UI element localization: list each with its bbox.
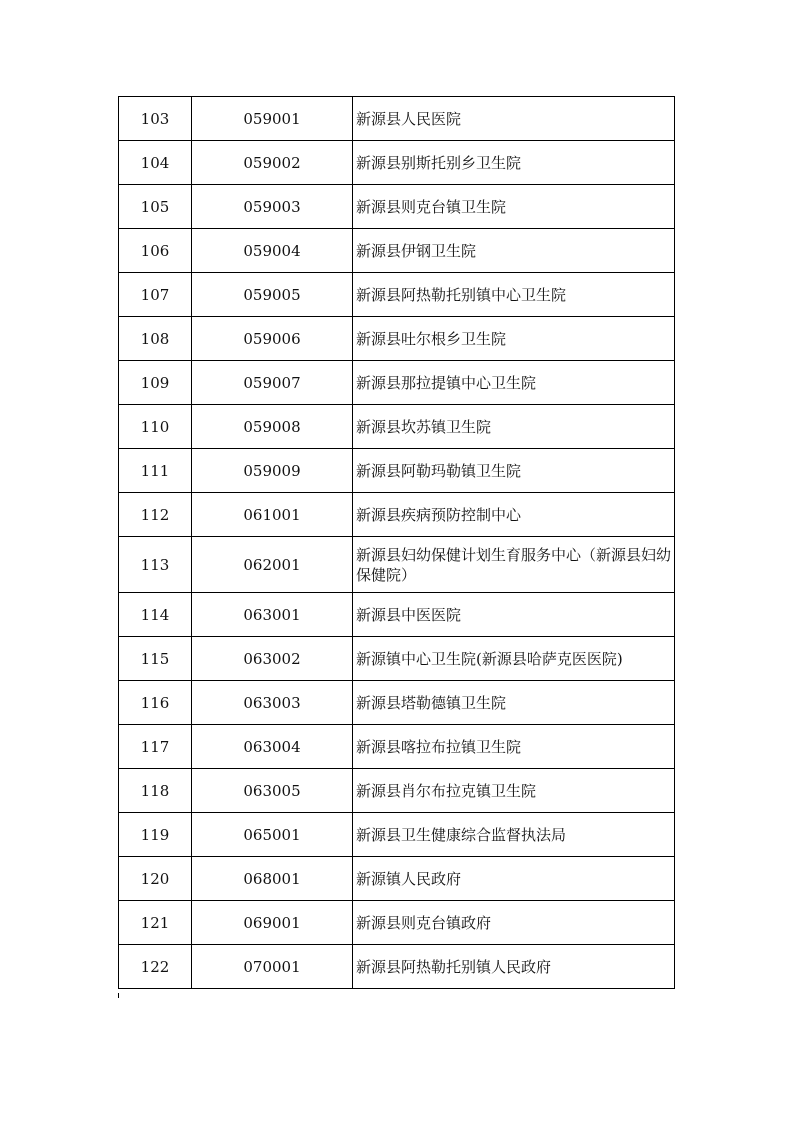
table-border-tail [118,993,119,998]
seq-cell: 105 [119,185,192,229]
unit-name-cell: 新源县坎苏镇卫生院 [353,405,675,449]
code-cell: 059005 [192,273,353,317]
unit-name-cell: 新源县塔勒德镇卫生院 [353,681,675,725]
seq-cell: 109 [119,361,192,405]
unit-name-cell: 新源县阿热勒托别镇中心卫生院 [353,273,675,317]
code-cell: 059003 [192,185,353,229]
code-cell: 063001 [192,593,353,637]
code-cell: 065001 [192,813,353,857]
unit-name-cell: 新源县卫生健康综合监督执法局 [353,813,675,857]
seq-cell: 110 [119,405,192,449]
seq-cell: 107 [119,273,192,317]
seq-cell: 111 [119,449,192,493]
code-cell: 063005 [192,769,353,813]
unit-name-cell: 新源镇中心卫生院(新源县哈萨克医医院) [353,637,675,681]
unit-name-cell: 新源县肖尔布拉克镇卫生院 [353,769,675,813]
unit-name-cell: 新源县阿热勒托别镇人民政府 [353,945,675,989]
table-row [119,141,675,185]
code-cell: 059009 [192,449,353,493]
seq-cell: 108 [119,317,192,361]
unit-name-cell: 新源镇人民政府 [353,857,675,901]
seq-cell: 120 [119,857,192,901]
seq-cell: 112 [119,493,192,537]
unit-name-cell: 新源县则克台镇政府 [353,901,675,945]
table-row [119,813,675,857]
unit-code-table [118,96,675,989]
table-row [119,945,675,989]
code-cell: 063003 [192,681,353,725]
table-row [119,493,675,537]
seq-cell: 116 [119,681,192,725]
table-row [119,229,675,273]
table-row [119,901,675,945]
seq-cell: 113 [119,537,192,593]
unit-name-cell: 新源县伊钢卫生院 [353,229,675,273]
unit-name-cell: 新源县吐尔根乡卫生院 [353,317,675,361]
unit-name-cell: 新源县人民医院 [353,97,675,141]
code-cell: 059006 [192,317,353,361]
table-row [119,725,675,769]
code-cell: 059001 [192,97,353,141]
seq-cell: 121 [119,901,192,945]
seq-cell: 114 [119,593,192,637]
table-row [119,97,675,141]
code-cell: 061001 [192,493,353,537]
code-cell: 059002 [192,141,353,185]
unit-name-cell: 新源县疾病预防控制中心 [353,493,675,537]
unit-name-cell: 新源县阿勒玛勒镇卫生院 [353,449,675,493]
table-row [119,593,675,637]
table-row [119,537,675,593]
code-cell: 063002 [192,637,353,681]
table-row [119,361,675,405]
table-row [119,637,675,681]
seq-cell: 104 [119,141,192,185]
table-row [119,857,675,901]
code-cell: 068001 [192,857,353,901]
table-row [119,449,675,493]
seq-cell: 118 [119,769,192,813]
unit-name-cell: 新源县妇幼保健计划生育服务中心（新源县妇幼保健院） [353,537,675,593]
seq-cell: 106 [119,229,192,273]
unit-name-cell: 新源县中医医院 [353,593,675,637]
table-row [119,273,675,317]
seq-cell: 115 [119,637,192,681]
seq-cell: 103 [119,97,192,141]
unit-name-cell: 新源县喀拉布拉镇卫生院 [353,725,675,769]
code-cell: 059007 [192,361,353,405]
code-cell: 063004 [192,725,353,769]
code-cell: 059004 [192,229,353,273]
table-row [119,681,675,725]
code-cell: 059008 [192,405,353,449]
table-row [119,185,675,229]
seq-cell: 119 [119,813,192,857]
code-cell: 070001 [192,945,353,989]
unit-name-cell: 新源县那拉提镇中心卫生院 [353,361,675,405]
unit-name-cell: 新源县别斯托别乡卫生院 [353,141,675,185]
seq-cell: 122 [119,945,192,989]
table-row [119,769,675,813]
table-row [119,405,675,449]
unit-name-cell: 新源县则克台镇卫生院 [353,185,675,229]
code-cell: 069001 [192,901,353,945]
code-cell: 062001 [192,537,353,593]
table-row [119,317,675,361]
seq-cell: 117 [119,725,192,769]
